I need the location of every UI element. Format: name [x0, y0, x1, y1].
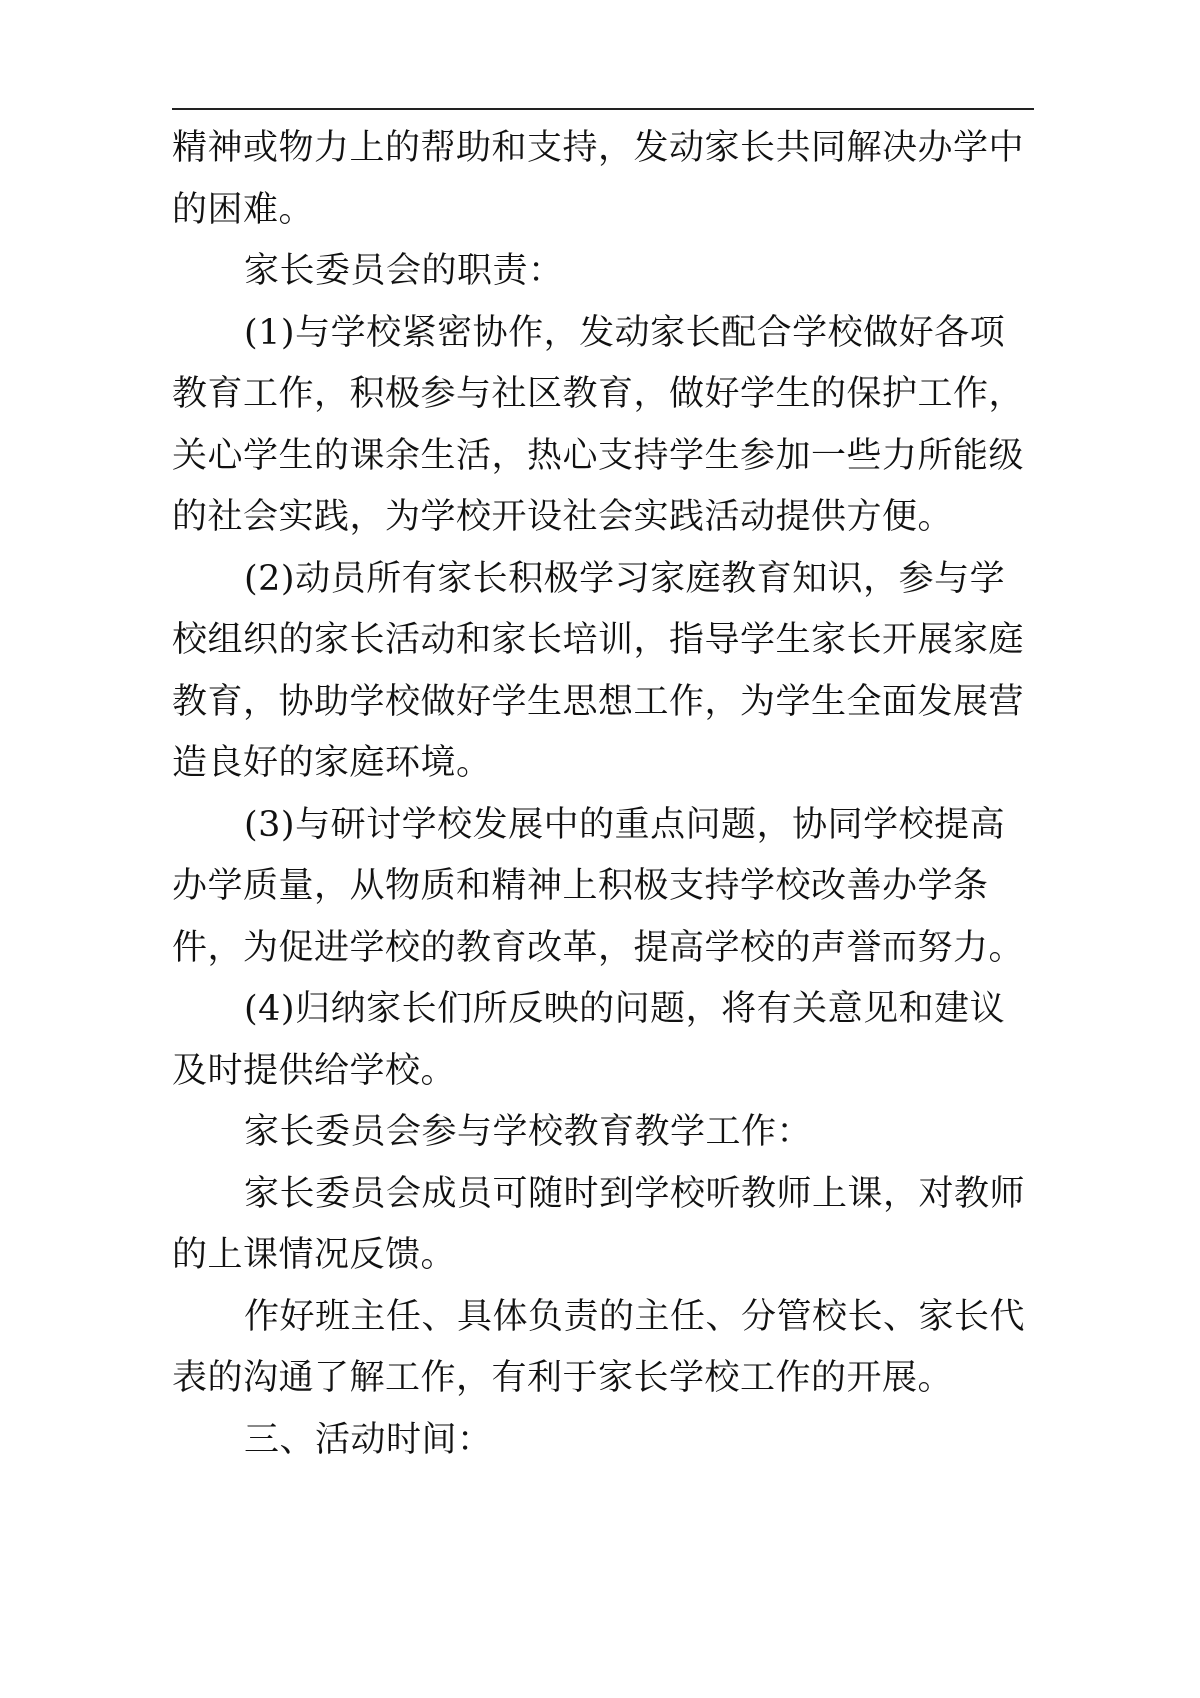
paragraph-duty-4: (4)归纳家长们所反映的问题，将有关意见和建议及时提供给学校。 — [172, 989, 1006, 1091]
section-heading-activity-time: 三、活动时间： — [244, 1419, 493, 1460]
paragraph-duties-heading: 家长委员会的职责： — [244, 251, 564, 291]
paragraph-communication: 作好班主任、具体负责的主任、分管校长、家长代表的沟通了解工作，有利于家长学校工作的开展。 — [172, 1296, 1026, 1398]
header-rule — [172, 108, 1034, 110]
document-body — [172, 118, 1040, 1471]
paragraph-duty-2: (2)动员所有家长积极学习家庭教育知识，参与学校组织的家长活动和家长培训，指导学生家长开展家庭教育，协助学校做好学生思想工作，为学生全面发展营造良好的家庭环境。 — [172, 558, 1025, 783]
paragraph-continuation: 精神或物力上的帮助和支持，发动家长共同解决办学中的困难。 — [172, 128, 1025, 230]
paragraph-participation-heading: 家长委员会参与学校教育教学工作： — [244, 1112, 813, 1152]
paragraph-duty-3: (3)与研讨学校发展中的重点问题，协同学校提高办学质量，从物质和精神上积极支持学校改善办学条件，为促进学校的教育改革，提高学校的声誉而努力。 — [172, 804, 1025, 968]
paragraph-duty-1: (1)与学校紧密协作，发动家长配合学校做好各项教育工作，积极参与社区教育，做好学生的保护工作，关心学生的课余生活，热心支持学生参加一些力所能级的社会实践，为学校开设社会实践活动提供方便。 — [172, 312, 1025, 537]
paragraph-class-observation: 家长委员会成员可随时到学校听教师上课，对教师的上课情况反馈。 — [172, 1173, 1026, 1275]
